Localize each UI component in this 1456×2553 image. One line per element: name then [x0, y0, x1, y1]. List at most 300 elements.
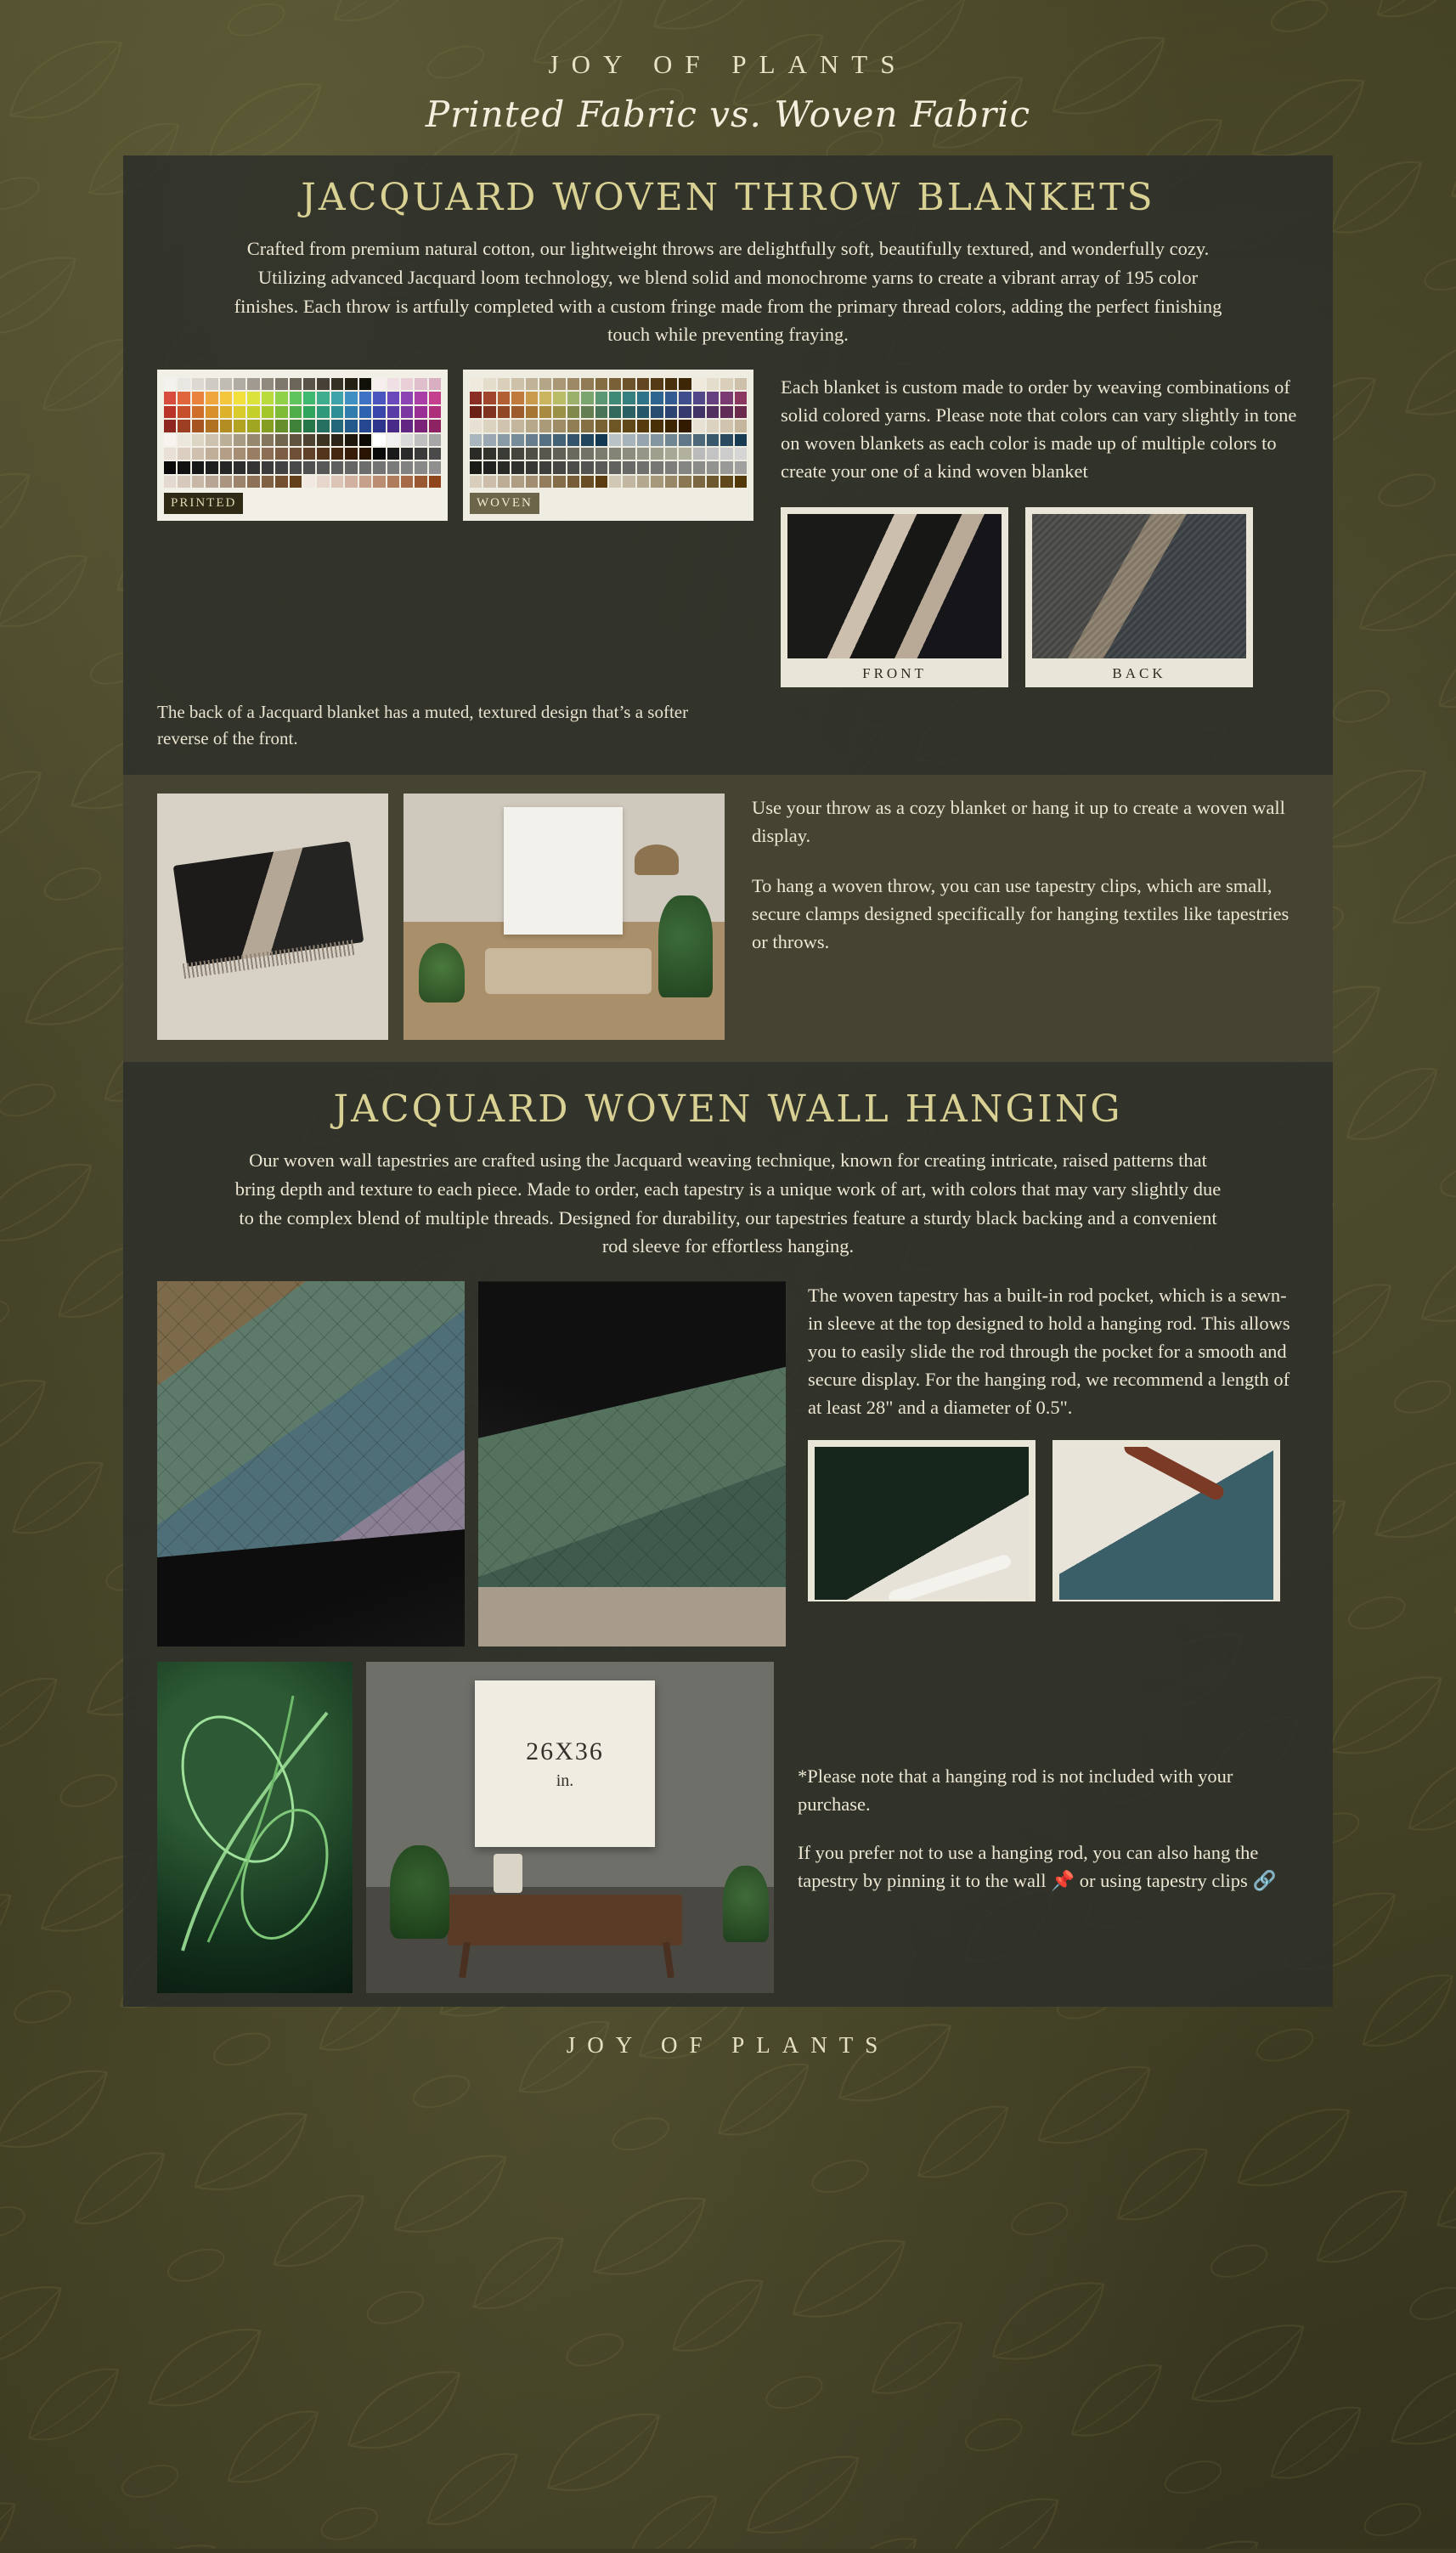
color-swatch [651, 476, 663, 488]
front-back-photos [781, 507, 1299, 687]
color-swatch [331, 420, 343, 432]
color-swatch [693, 392, 705, 404]
color-swatch [735, 420, 747, 432]
tapestry-backing-photo [478, 1281, 786, 1646]
color-swatch [511, 420, 523, 432]
color-swatch [567, 406, 579, 418]
color-swatch [275, 420, 287, 432]
color-swatch [415, 378, 426, 390]
color-swatch [735, 378, 747, 390]
color-swatch [679, 392, 691, 404]
color-swatch [303, 392, 315, 404]
section2-row-1 [157, 1281, 1299, 1646]
color-swatch [526, 434, 538, 446]
color-swatch [373, 392, 385, 404]
color-swatch [707, 434, 719, 446]
color-swatch [387, 448, 399, 460]
color-swatch [178, 392, 189, 404]
color-swatch [429, 434, 441, 446]
color-swatch [178, 461, 189, 473]
color-swatch [206, 461, 217, 473]
color-swatch [483, 420, 495, 432]
color-swatch [303, 434, 315, 446]
color-swatch [429, 392, 441, 404]
color-swatch [567, 434, 579, 446]
color-swatch [651, 461, 663, 473]
poster-unit-label: in. [556, 1771, 574, 1790]
color-swatch [623, 476, 635, 488]
color-swatch [317, 420, 329, 432]
color-swatch [651, 406, 663, 418]
color-swatch [247, 434, 259, 446]
color-swatch [345, 392, 357, 404]
color-swatch [192, 448, 204, 460]
color-swatch [595, 406, 607, 418]
color-swatch [498, 434, 510, 446]
usage-row [157, 794, 1299, 1040]
color-swatch [178, 420, 189, 432]
color-swatch [234, 406, 245, 418]
rod-inserted-photo [1059, 1447, 1273, 1600]
color-swatch [234, 448, 245, 460]
color-swatch [192, 420, 204, 432]
color-swatch [164, 448, 176, 460]
usage-text-1: Use your throw as a cozy blanket or hang it up to create a woven wall display. [752, 797, 1285, 847]
color-swatch [234, 476, 245, 488]
color-swatch [609, 448, 621, 460]
color-swatch [526, 406, 538, 418]
color-swatch [539, 420, 551, 432]
color-swatch [290, 420, 302, 432]
page-subtitle: Printed Fabric vs. Woven Fabric [425, 93, 1031, 135]
color-swatch [262, 378, 274, 390]
color-swatch [539, 476, 551, 488]
poster-room-photo [366, 1662, 774, 1993]
color-swatch [470, 392, 482, 404]
color-swatch [623, 406, 635, 418]
color-swatch [247, 378, 259, 390]
color-swatch [581, 434, 593, 446]
color-swatch [581, 448, 593, 460]
color-swatch [373, 420, 385, 432]
color-swatch [178, 434, 189, 446]
color-swatch [595, 420, 607, 432]
color-swatch [720, 434, 732, 446]
printed-swatch-card [157, 370, 448, 521]
color-swatch [553, 476, 565, 488]
color-swatch [679, 476, 691, 488]
front-photo-frame [781, 507, 1008, 687]
color-swatch [526, 420, 538, 432]
color-swatch [637, 378, 649, 390]
color-swatch [415, 461, 426, 473]
color-swatch [401, 406, 413, 418]
color-swatch [637, 434, 649, 446]
color-swatch [707, 392, 719, 404]
hanging-note-1: *Please note that a hanging rod is not included with your purchase. [798, 1765, 1233, 1816]
color-swatch [553, 448, 565, 460]
color-swatch [511, 378, 523, 390]
color-swatch [581, 378, 593, 390]
color-swatch [511, 461, 523, 473]
color-swatch [429, 378, 441, 390]
color-swatch [401, 448, 413, 460]
color-swatch [511, 476, 523, 488]
color-swatch [581, 476, 593, 488]
usage-text-column [740, 794, 1299, 956]
color-swatch [275, 392, 287, 404]
color-swatch [526, 392, 538, 404]
color-swatch [665, 420, 677, 432]
color-swatch [331, 448, 343, 460]
color-swatch [483, 406, 495, 418]
color-swatch [234, 420, 245, 432]
color-swatch [331, 461, 343, 473]
footer-brand: JOY OF PLANTS [566, 2032, 890, 2059]
color-swatch [401, 378, 413, 390]
color-swatch [498, 406, 510, 418]
hanging-note-2: If you prefer not to use a hanging rod, you can also hang the tapestry by pinning it to the wall 📌 or using tapestry clips 🔗 [798, 1842, 1277, 1892]
color-swatch [595, 392, 607, 404]
color-swatch [192, 392, 204, 404]
color-swatch [581, 406, 593, 418]
color-swatch [290, 461, 302, 473]
color-swatch [526, 378, 538, 390]
color-swatch [234, 378, 245, 390]
color-swatch [262, 406, 274, 418]
color-swatch [290, 476, 302, 488]
color-swatch [637, 476, 649, 488]
color-swatch [178, 476, 189, 488]
color-swatch [553, 420, 565, 432]
color-swatch [581, 461, 593, 473]
color-swatch [637, 406, 649, 418]
color-swatch [735, 476, 747, 488]
color-swatch [707, 461, 719, 473]
color-swatch [470, 406, 482, 418]
color-swatch [567, 392, 579, 404]
page-footer [0, 2007, 1456, 2098]
section1-side-column [769, 370, 1299, 687]
color-swatch [539, 461, 551, 473]
color-swatch [679, 461, 691, 473]
color-swatch [317, 448, 329, 460]
color-swatch [275, 448, 287, 460]
color-swatch [720, 461, 732, 473]
color-swatch [262, 461, 274, 473]
rod-sleeve-frame [808, 1440, 1036, 1601]
color-swatch [720, 476, 732, 488]
color-swatch [429, 476, 441, 488]
color-swatch [720, 448, 732, 460]
color-swatch [665, 448, 677, 460]
color-swatch [373, 476, 385, 488]
color-swatch [415, 434, 426, 446]
color-swatch [707, 476, 719, 488]
color-swatch [164, 406, 176, 418]
color-swatch [206, 378, 217, 390]
color-swatch [317, 378, 329, 390]
color-swatch [651, 392, 663, 404]
color-swatch [693, 461, 705, 473]
color-swatch [651, 420, 663, 432]
color-swatch [275, 461, 287, 473]
color-swatch [498, 461, 510, 473]
color-swatch [303, 448, 315, 460]
page-header [0, 0, 1456, 135]
color-swatch [206, 448, 217, 460]
color-swatch [317, 392, 329, 404]
color-swatch [401, 476, 413, 488]
content-panel [123, 155, 1333, 2007]
color-swatch [498, 476, 510, 488]
color-swatch [303, 476, 315, 488]
color-swatch [609, 392, 621, 404]
color-swatch [707, 448, 719, 460]
back-photo-frame [1025, 507, 1253, 687]
color-swatch [234, 461, 245, 473]
color-swatch [651, 378, 663, 390]
color-swatch [206, 392, 217, 404]
color-swatch [247, 392, 259, 404]
color-swatch [553, 378, 565, 390]
color-swatch [387, 434, 399, 446]
color-swatch [679, 406, 691, 418]
color-swatch [707, 378, 719, 390]
color-swatch [164, 378, 176, 390]
color-swatch [387, 461, 399, 473]
color-swatch [401, 461, 413, 473]
color-swatch [623, 392, 635, 404]
color-swatch [651, 434, 663, 446]
color-swatch [234, 392, 245, 404]
color-swatch [387, 406, 399, 418]
section-wall-hanging [123, 1062, 1333, 2002]
color-swatch [345, 476, 357, 488]
color-swatch [220, 392, 232, 404]
color-swatch [415, 420, 426, 432]
usage-band [123, 775, 1333, 1062]
usage-text-2: To hang a woven throw, you can use tapestry clips, which are small, secure clamps designed specifically for hanging textiles like tapestries or throws. [752, 875, 1290, 953]
color-swatch [290, 378, 302, 390]
color-swatch [164, 461, 176, 473]
color-swatch [511, 406, 523, 418]
color-swatch [359, 420, 371, 432]
color-swatch [539, 448, 551, 460]
folded-throw-photo [157, 794, 388, 1040]
color-swatch [539, 392, 551, 404]
color-swatch [317, 434, 329, 446]
woven-swatch-grid [470, 378, 747, 488]
color-swatch [331, 434, 343, 446]
color-swatch [637, 392, 649, 404]
color-swatch [511, 434, 523, 446]
color-swatch [359, 434, 371, 446]
color-swatch [290, 406, 302, 418]
brand-title: JOY OF PLANTS [548, 49, 908, 79]
color-swatch [164, 392, 176, 404]
color-swatch [679, 448, 691, 460]
front-blanket-photo [787, 514, 1002, 658]
color-swatch [387, 378, 399, 390]
color-swatch [387, 420, 399, 432]
color-swatch [192, 406, 204, 418]
color-swatch [262, 476, 274, 488]
color-swatch [609, 434, 621, 446]
color-swatch [623, 434, 635, 446]
color-swatch [553, 434, 565, 446]
color-swatch [373, 434, 385, 446]
color-swatch [665, 434, 677, 446]
color-swatch [693, 420, 705, 432]
leaf-tapestry-photo [157, 1662, 353, 1993]
color-swatch [220, 434, 232, 446]
color-swatch [595, 476, 607, 488]
color-swatch [470, 420, 482, 432]
color-swatch [317, 406, 329, 418]
color-swatch [247, 448, 259, 460]
color-swatch [498, 448, 510, 460]
color-swatch [567, 378, 579, 390]
color-swatch [164, 476, 176, 488]
front-caption: FRONT [862, 665, 927, 682]
color-swatch [693, 378, 705, 390]
color-swatch [317, 476, 329, 488]
color-swatch [192, 378, 204, 390]
color-swatch [470, 378, 482, 390]
color-swatch [345, 434, 357, 446]
color-swatch [290, 392, 302, 404]
color-swatch [567, 461, 579, 473]
color-swatch [247, 476, 259, 488]
color-swatch [387, 392, 399, 404]
color-swatch [262, 420, 274, 432]
color-swatch [234, 434, 245, 446]
color-swatch [720, 392, 732, 404]
color-swatch [275, 406, 287, 418]
color-swatch [192, 476, 204, 488]
color-swatch [415, 476, 426, 488]
color-swatch [178, 406, 189, 418]
color-swatch [359, 392, 371, 404]
color-swatch [693, 448, 705, 460]
color-swatch [262, 448, 274, 460]
section1-title: JACQUARD WOVEN THROW BLANKETS [301, 176, 1155, 219]
color-swatch [539, 378, 551, 390]
printed-swatch-grid [164, 378, 441, 488]
color-swatch [483, 448, 495, 460]
color-swatch [206, 476, 217, 488]
color-swatch [567, 420, 579, 432]
color-swatch [331, 476, 343, 488]
color-swatch [206, 406, 217, 418]
color-swatch [429, 448, 441, 460]
color-swatch [359, 448, 371, 460]
color-swatch [609, 406, 621, 418]
color-swatch [665, 378, 677, 390]
color-swatch [345, 461, 357, 473]
color-swatch [345, 448, 357, 460]
color-swatch [220, 448, 232, 460]
color-swatch [415, 392, 426, 404]
color-swatch [192, 461, 204, 473]
color-swatch [220, 406, 232, 418]
color-swatch [303, 420, 315, 432]
color-swatch [665, 461, 677, 473]
color-swatch [220, 476, 232, 488]
color-swatch [303, 406, 315, 418]
color-swatch [679, 420, 691, 432]
color-swatch [637, 461, 649, 473]
color-swatch [581, 392, 593, 404]
color-swatch [735, 392, 747, 404]
color-swatch [595, 378, 607, 390]
section2-row-2 [157, 1662, 1299, 1993]
section-throw-blankets [123, 155, 1333, 760]
color-swatch [290, 448, 302, 460]
woven-swatch-card [463, 370, 753, 521]
color-swatch [220, 461, 232, 473]
color-swatch [679, 434, 691, 446]
color-swatch [401, 392, 413, 404]
back-blanket-photo [1032, 514, 1246, 658]
color-swatch [470, 476, 482, 488]
color-swatch [609, 420, 621, 432]
color-swatch [707, 420, 719, 432]
color-swatch [720, 378, 732, 390]
color-swatch [345, 378, 357, 390]
color-swatch [331, 392, 343, 404]
color-swatch [470, 461, 482, 473]
wall-display-room-photo [404, 794, 725, 1040]
color-swatch [331, 406, 343, 418]
rod-pocket-column [799, 1281, 1299, 1601]
color-swatch [539, 434, 551, 446]
color-swatch [623, 420, 635, 432]
color-swatch [415, 406, 426, 418]
color-swatch [470, 448, 482, 460]
color-swatch [637, 448, 649, 460]
color-swatch [623, 448, 635, 460]
color-swatch [693, 434, 705, 446]
color-swatch [553, 392, 565, 404]
section1-intro: Crafted from premium natural cotton, our lightweight throws are delightfully soft, beautifully textured, and wonderfully cozy. Utilizing advanced Jacquard loom technology, we blend solid and monochrome yarns to create a vibrant array of 195 color finishes. Each throw is artfully completed with a custom fringe made from the primary thread colors, adding the perfect finishing touch while preventing fraying. [234, 238, 1222, 346]
color-swatch [526, 448, 538, 460]
color-swatch [483, 392, 495, 404]
color-swatch [609, 476, 621, 488]
color-swatch [609, 461, 621, 473]
color-swatch [345, 420, 357, 432]
color-swatch [359, 378, 371, 390]
color-swatch [303, 378, 315, 390]
color-swatch [247, 461, 259, 473]
color-swatch [498, 378, 510, 390]
color-swatch [429, 461, 441, 473]
hanging-notes-column [787, 1662, 1299, 1895]
color-swatch [206, 420, 217, 432]
color-swatch [665, 476, 677, 488]
color-swatch [164, 420, 176, 432]
color-swatch [483, 461, 495, 473]
color-swatch [623, 461, 635, 473]
printed-card-label: PRINTED [164, 493, 243, 514]
color-swatch [290, 434, 302, 446]
color-swatch [567, 448, 579, 460]
color-swatch [192, 434, 204, 446]
color-swatch [275, 378, 287, 390]
color-swatch [220, 378, 232, 390]
rod-inserted-frame [1052, 1440, 1280, 1601]
